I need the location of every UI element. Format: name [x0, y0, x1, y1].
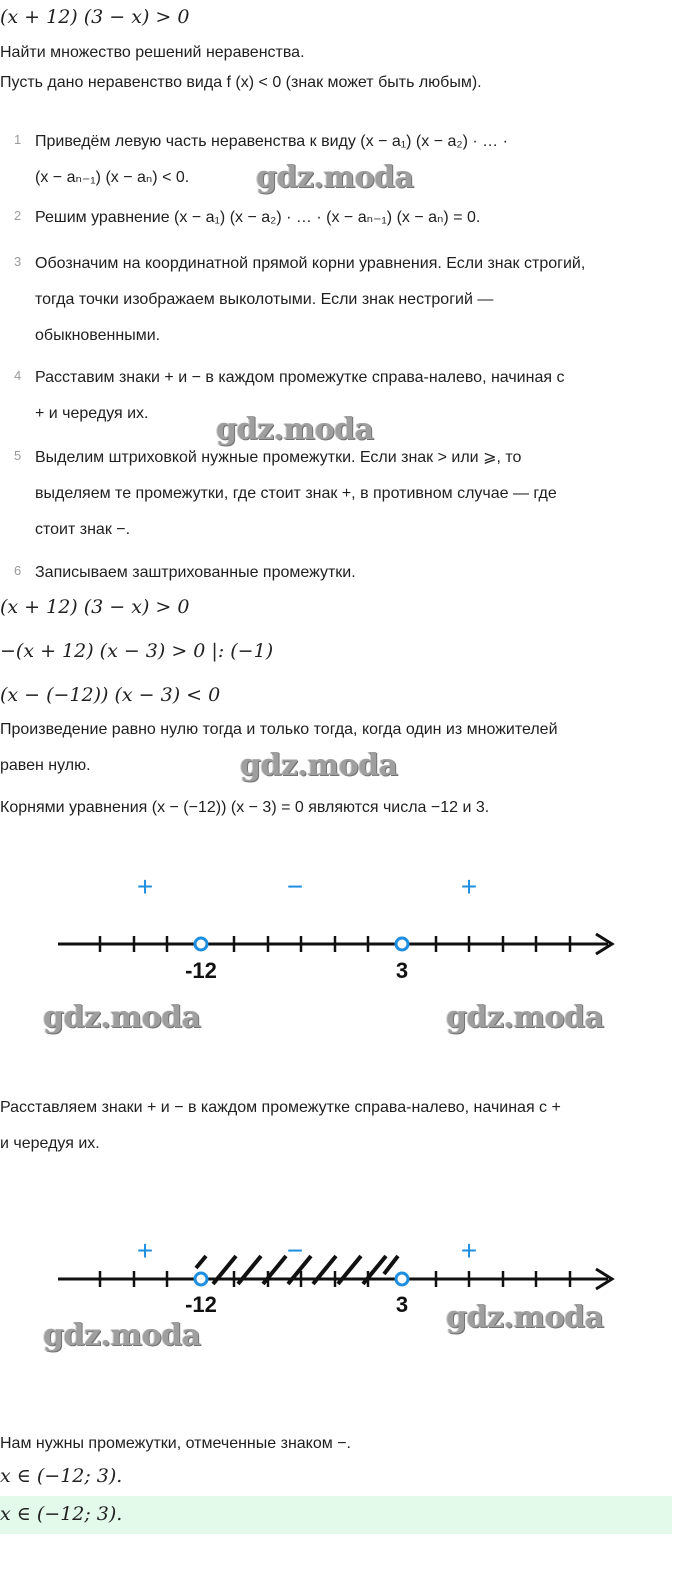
step-text: Обозначим на координатной прямой корни уравнения. Если знак строгий,	[35, 255, 586, 272]
sign-left: +	[136, 871, 154, 902]
step-number: 1	[14, 132, 22, 147]
root-point-left	[195, 1273, 207, 1285]
root-label-right: 3	[395, 958, 409, 983]
solution-text-2: Корнями уравнения (x − (−12)) (x − 3) = 0 являются числа −12 и 3.	[0, 799, 490, 816]
root-point-right	[396, 1273, 408, 1285]
step-number: 6	[14, 563, 22, 578]
solution-eq-3: (x − (−12)) (x − 3) < 0	[0, 684, 221, 706]
watermark: gdz.moda	[43, 1318, 201, 1353]
step-text: Выделим штриховкой нужные промежутки. Если знак > или ⩾, то	[35, 449, 522, 466]
step-text: Записываем заштрихованные промежутки.	[35, 564, 356, 581]
sign-right: +	[460, 871, 478, 902]
step-number: 2	[14, 208, 22, 223]
sign-middle: −	[286, 1235, 304, 1266]
step-number: 3	[14, 254, 22, 269]
watermark: gdz.moda	[43, 1000, 201, 1035]
step-text: Решим уравнение (x − a₁) (x − a₂) · … · (x − aₙ₋₁) (x − aₙ) = 0.	[35, 209, 481, 226]
watermark: gdz.moda	[446, 1000, 604, 1035]
root-label-left: -12	[185, 1292, 217, 1317]
solution-eq-2: −(x + 12) (x − 3) > 0 |: (−1)	[0, 640, 274, 662]
solution-text-3b: и чередуя их.	[0, 1135, 100, 1152]
answer-box	[0, 1496, 672, 1534]
solution-text-4: Нам нужны промежутки, отмеченные знаком −.	[0, 1435, 351, 1452]
root-label-left: -12	[185, 958, 217, 983]
solution-eq-1: (x + 12) (3 − x) > 0	[0, 596, 190, 618]
watermark: gdz.moda	[256, 160, 414, 195]
root-label-right: 3	[395, 1292, 409, 1317]
root-point-right	[396, 938, 408, 950]
watermark: gdz.moda	[216, 412, 374, 447]
root-point-left	[195, 938, 207, 950]
sign-right: +	[460, 1235, 478, 1266]
watermark: gdz.moda	[446, 1300, 604, 1335]
task-intro: Пусть дано неравенство вида f (x) < 0 (знак может быть любым).	[0, 74, 482, 91]
task-title: Найти множество решений неравенства.	[0, 44, 305, 61]
watermark: gdz.moda	[240, 748, 398, 783]
step-text: стоит знак −.	[35, 521, 131, 538]
sign-left: +	[136, 1235, 154, 1266]
step-text: тогда точки изображаем выколотыми. Если знак нестрогий —	[35, 291, 494, 308]
step-text: Приведём левую часть неравенства к виду (x − a₁) (x − a₂) · … ·	[35, 133, 508, 150]
step-text: обыкновенными.	[35, 327, 161, 344]
solution-text-1b: равен нулю.	[0, 757, 91, 774]
number-line-signs	[0, 860, 680, 1000]
step-text: (x − aₙ₋₁) (x − aₙ) < 0.	[35, 169, 190, 186]
task-inequality: (x + 12) (3 − x) > 0	[0, 6, 190, 28]
step-text: выделяем те промежутки, где стоит знак +, в противном случае — где	[35, 485, 557, 502]
solution-text-3a: Расставляем знаки + и − в каждом промежутке справа-налево, начиная с +	[0, 1099, 561, 1116]
step-number: 5	[14, 448, 22, 463]
answer-text: x ∈ (−12; 3).	[0, 1503, 123, 1525]
solution-result: x ∈ (−12; 3).	[0, 1465, 123, 1487]
sign-middle: −	[286, 871, 304, 902]
solution-text-1a: Произведение равно нулю тогда и только тогда, когда один из множителей	[0, 721, 558, 738]
step-text: Расставим знаки + и − в каждом промежутке справа-налево, начиная с	[35, 369, 565, 386]
step-number: 4	[14, 368, 22, 383]
step-text: + и чередуя их.	[35, 405, 149, 422]
